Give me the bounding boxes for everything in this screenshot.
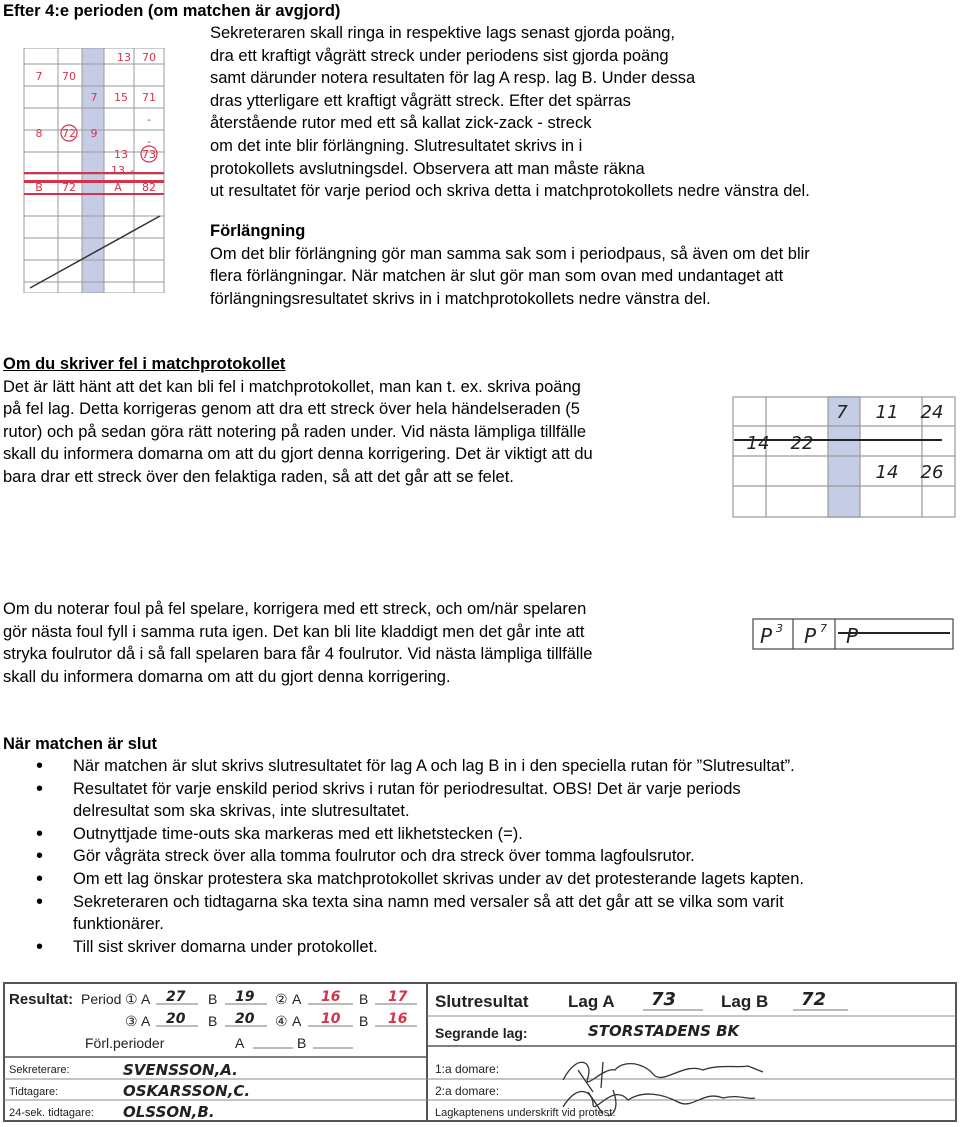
form-domare2-label: 2:a domare: <box>435 1084 500 1098</box>
text-line: stryka foulrutor då i så fall spelaren bara får 4 foulrutor. Vid nästa lämpliga tillfälle <box>3 645 593 664</box>
score-cell: 7 <box>90 91 98 104</box>
text-line: protokollets avslutningsdel. Observera att man måste räkna <box>210 159 645 178</box>
list-item-line: funktionärer. <box>73 915 164 934</box>
form-team-b-label: B <box>297 1035 307 1051</box>
list-item <box>3 845 953 868</box>
list-item <box>3 936 953 959</box>
form-value: 20 <box>166 1011 186 1027</box>
text-line: Om det blir förlängning gör man samma sak som i periodpaus, så även om det blir <box>210 244 810 263</box>
form-team-b-label: B <box>359 1013 369 1029</box>
form-sekreterare-label: Sekreterare: <box>9 1064 70 1076</box>
correction-value: 22 <box>790 433 814 454</box>
form-period-number: ③ <box>125 1013 138 1029</box>
correction-value: 14 <box>746 433 770 454</box>
text-line: dra ett kraftigt vågrätt streck under periodens sist gjorda poäng <box>210 46 669 65</box>
section-end-list <box>3 755 953 958</box>
list-item-line: • Om ett lag önskar protestera ska matchprotokollet skrivas under av det protesterande lagets kapten. <box>73 869 804 888</box>
correction-value: 11 <box>875 402 899 423</box>
text-line: förlängningsresultatet skrivs in i matchprotokollets nedre vänstra del. <box>210 289 711 308</box>
score-cell: 7 <box>35 70 43 83</box>
section-error <box>3 353 723 489</box>
form-value: SVENSSON,A. <box>123 1061 238 1079</box>
form-team-a-label: A <box>141 1013 151 1029</box>
text-line: om det inte blir förlängning. Slutresultatet skrivs in i <box>210 136 583 155</box>
score-cell: A <box>114 181 122 194</box>
form-team-a-label: A <box>292 991 302 1007</box>
form-value-red: 10 <box>321 1011 341 1027</box>
form-team-a-label: A <box>235 1035 245 1051</box>
correction-value: 14 <box>875 462 899 483</box>
text-line: återstående rutor med ett så kallat zick-zack - streck <box>210 114 592 133</box>
list-item-line: • Till sist skriver domarna under protokollet. <box>73 937 378 956</box>
list-item-line: • Gör vågräta streck över alla tomma foulrutor och dra streck över tomma lagfoulsrutor. <box>73 847 695 866</box>
list-item-line: delresultat som ska skrivas, inte slutresultatet. <box>73 802 410 821</box>
score-cell: - <box>130 164 134 177</box>
foul-drawing <box>752 618 954 650</box>
score-cell: 8 <box>35 127 43 140</box>
form-forl-label: Förl.perioder <box>85 1035 165 1051</box>
form-period-number: ② <box>275 991 288 1007</box>
form-value: OLSSON,B. <box>123 1103 215 1121</box>
section-period4-title: Efter 4:e perioden (om matchen är avgjord) <box>3 2 341 20</box>
form-team-a-label: A <box>141 991 151 1007</box>
section-period4-body <box>210 22 950 203</box>
form-team-b-label: B <box>208 991 218 1007</box>
text-line: dras ytterligare ett kraftigt vågrätt streck. Efter det spärras <box>210 91 631 110</box>
text-line: ut resultatet för varje period och skriva detta i matchprotokollets nedre vänstra del. <box>210 182 810 201</box>
section-error-title: Om du skriver fel i matchprotokollet <box>3 355 286 373</box>
text-line: skall du informera domarna om att du gjort denna korrigering. Det är viktigt att du <box>3 445 593 464</box>
result-form-drawing <box>3 982 957 1122</box>
form-tidtagare-label: Tidtagare: <box>9 1086 59 1098</box>
score-cell: 13 <box>117 51 131 64</box>
correction-value: 24 <box>920 402 944 423</box>
result-form-figure <box>3 982 957 1122</box>
list-item-line: • Sekreteraren och tidtagarna ska texta sina namn med versaler så att det går att se vilka som varit <box>73 892 784 911</box>
foul-figure <box>752 618 954 650</box>
list-item <box>3 891 953 936</box>
form-value: 73 <box>651 989 677 1010</box>
form-value: OSKARSSON,C. <box>123 1082 251 1100</box>
form-value-red: 16 <box>388 1011 408 1027</box>
score-cell: - <box>147 113 151 126</box>
score-cell: 82 <box>142 181 156 194</box>
foul-mark: P <box>804 624 817 648</box>
form-sek24-label: 24-sek. tidtagare: <box>9 1107 94 1119</box>
text-line: flera förlängningar. När matchen är slut gör man som ovan med undantaget att <box>210 267 784 286</box>
correction-figure <box>732 396 956 518</box>
score-cell: 70 <box>62 70 76 83</box>
section-overtime-title: Förlängning <box>210 222 306 240</box>
form-value: 19 <box>235 989 255 1005</box>
text-line: samt därunder notera resultaten för lag A resp. lag B. Under dessa <box>210 69 696 88</box>
score-sheet-figure <box>22 48 168 293</box>
text-line: skall du informera domarna om att du gjort denna korrigering. <box>3 667 451 686</box>
score-cell: 70 <box>142 51 156 64</box>
score-cell: 15 <box>114 91 128 104</box>
section-end-title: När matchen är slut <box>3 735 158 753</box>
form-value-red: 16 <box>321 989 341 1005</box>
form-domare1-label: 1:a domare: <box>435 1062 500 1076</box>
form-slutresultat-label: Slutresultat <box>435 992 529 1011</box>
form-lag-a-label: Lag A <box>568 992 615 1011</box>
list-item <box>3 778 953 823</box>
form-value-red: 17 <box>388 989 408 1005</box>
form-segrande-label: Segrande lag: <box>435 1025 528 1041</box>
form-kapten-label: Lagkaptenens underskrift vid protest: <box>435 1107 616 1119</box>
form-value: 72 <box>801 989 827 1010</box>
form-value: STORSTADENS BK <box>588 1022 740 1040</box>
list-item-line: • Resultatet för varje enskild period skrivs i rutan för periodresultat. OBS! Det är varje periods <box>73 779 741 798</box>
form-team-b-label: B <box>208 1013 218 1029</box>
form-lag-b-label: Lag B <box>721 992 769 1011</box>
form-resultat-label: Resultat: <box>9 991 74 1008</box>
section-overtime <box>210 220 950 310</box>
score-cell: 13 <box>111 164 125 177</box>
correction-value: 7 <box>836 402 848 423</box>
text-line: gör nästa foul fyll i samma ruta igen. Det kan bli lite kladdigt men det går inte att <box>3 622 585 641</box>
text-line: Om du noterar foul på fel spelare, korrigera med ett streck, och om/när spelaren <box>3 600 587 618</box>
form-period-number: ④ <box>275 1013 288 1029</box>
form-team-b-label: B <box>359 991 369 1007</box>
score-cell: 72 <box>62 127 76 140</box>
form-value: 27 <box>166 989 186 1005</box>
text-line: Sekreteraren skall ringa in respektive lags senast gjorda poäng, <box>210 24 676 42</box>
list-item <box>3 823 953 846</box>
foul-mark-sup: 7 <box>820 622 827 635</box>
score-cell: B <box>35 181 43 194</box>
score-cell: 13 <box>114 148 128 161</box>
correction-drawing <box>732 396 956 518</box>
text-line: bara drar ett streck över den felaktiga raden, så att det går att se felet. <box>3 467 514 486</box>
form-value: 20 <box>235 1011 255 1027</box>
text-line: Det är lätt hänt att det kan bli fel i matchprotokollet, man kan t. ex. skriva poäng <box>3 377 581 396</box>
list-item-line: • Outnyttjade time-outs ska markeras med ett likhetstecken (=). <box>73 824 523 843</box>
form-period-label: Period <box>81 991 122 1007</box>
foul-mark: P <box>760 624 773 648</box>
score-cell: - <box>147 135 151 148</box>
foul-mark-sup: 3 <box>776 622 783 635</box>
score-sheet-drawing <box>22 48 168 293</box>
text-line: rutor) och på sedan göra rätt notering på raden under. Vid nästa lämpliga tillfälle <box>3 422 587 441</box>
score-cell: 73 <box>142 148 156 161</box>
section-foul <box>3 598 723 688</box>
text-line: på fel lag. Detta korrigeras genom att dra ett streck över hela händelseraden (5 <box>3 400 580 419</box>
list-item <box>3 868 953 891</box>
list-item-line: • När matchen är slut skrivs slutresultatet för lag A och lag B in i den speciella rutan för ”Slutresultat”. <box>73 757 795 775</box>
foul-mark: P <box>846 624 859 648</box>
correction-value: 26 <box>920 462 944 483</box>
score-cell: 71 <box>142 91 156 104</box>
form-team-a-label: A <box>292 1013 302 1029</box>
score-cell: 9 <box>90 127 98 140</box>
form-period-number: ① <box>125 991 138 1007</box>
score-cell: 72 <box>62 181 76 194</box>
list-item <box>3 755 953 778</box>
